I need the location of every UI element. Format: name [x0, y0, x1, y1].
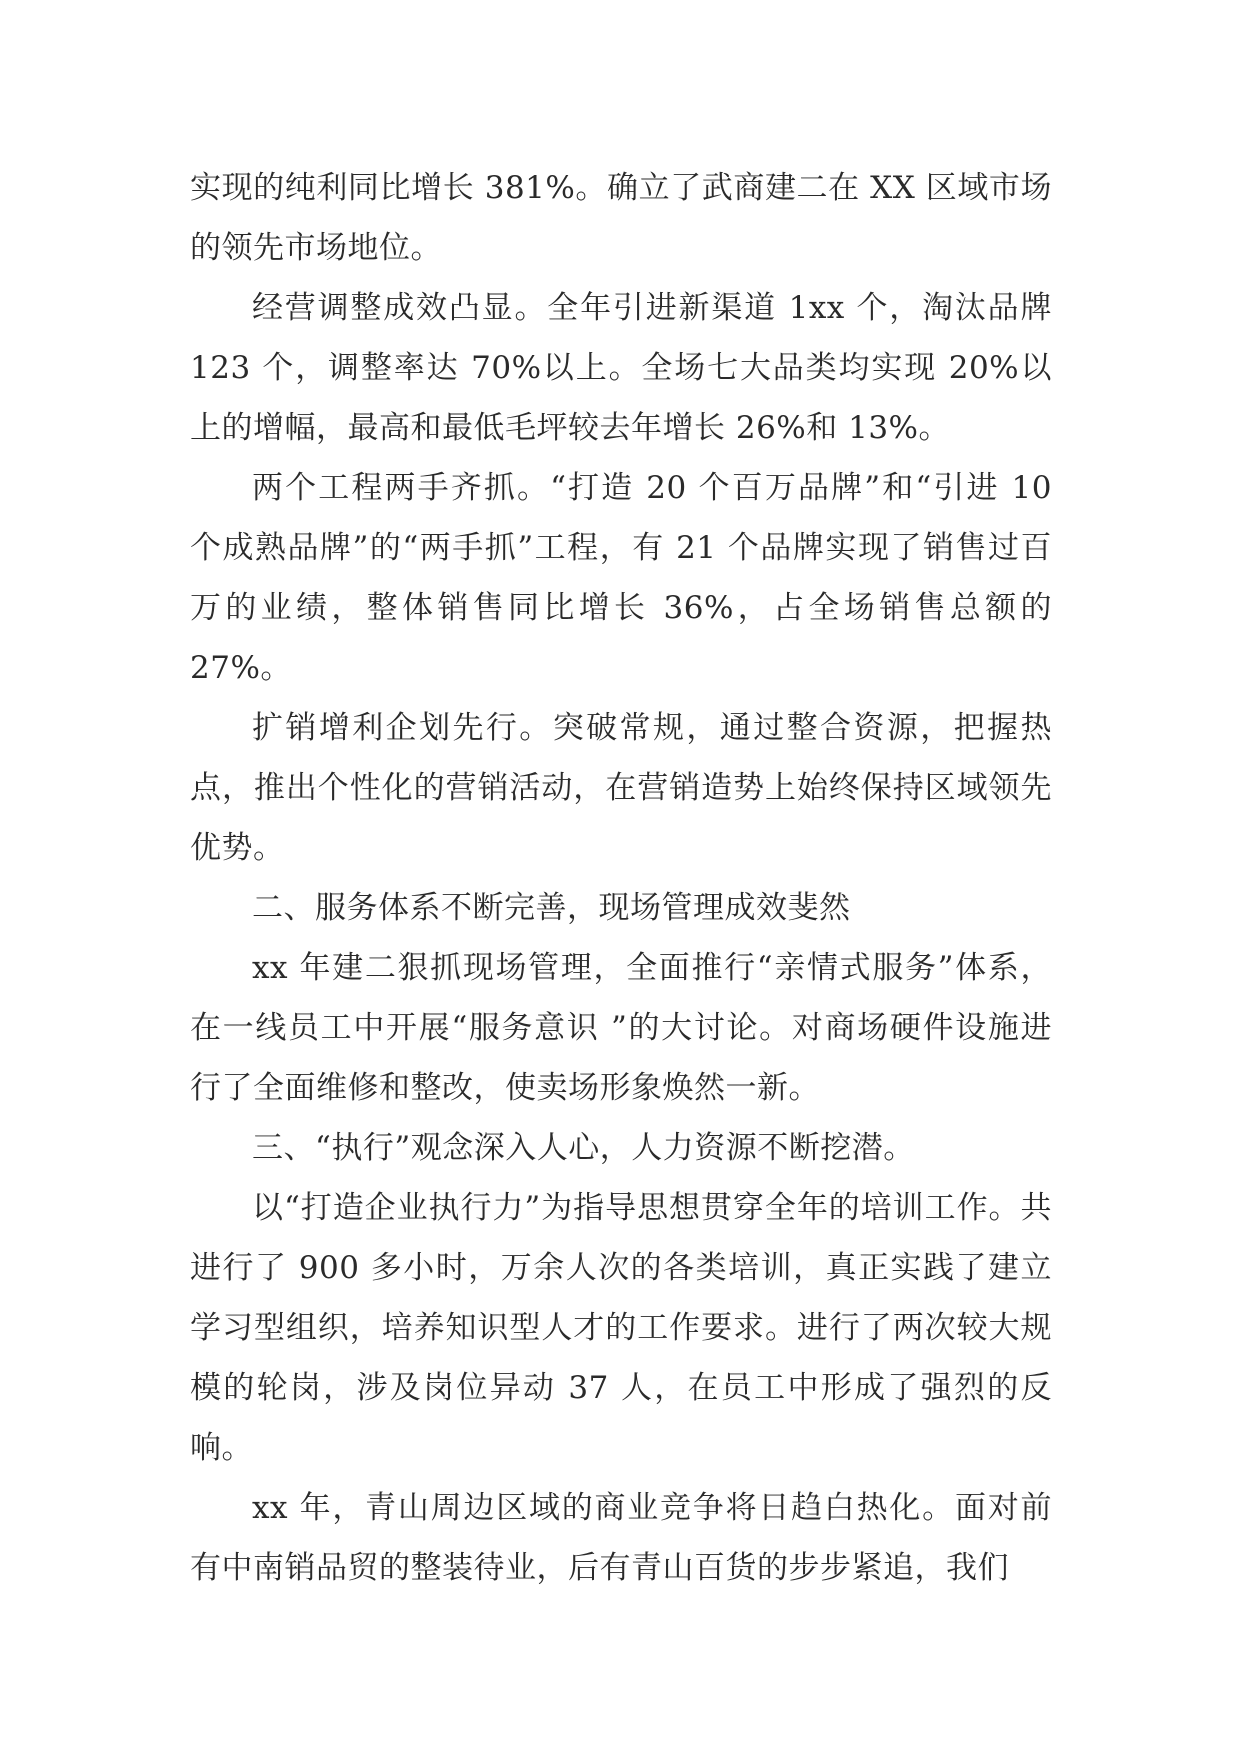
section-heading-service-system: 二、服务体系不断完善，现场管理成效斐然 — [252, 890, 851, 926]
section-heading-execution: 三、“执行”观念深入人心，人力资源不断挖潜。 — [252, 1130, 915, 1166]
paragraph-profit-growth: 实现的纯利同比增长 381%。确立了武商建二在 XX 区域市场的领先市场地位。 — [190, 170, 1052, 266]
paragraph-training: 以“打造企业执行力”为指导思想贯穿全年的培训工作。共进行了 900 多小时，万余人次的各类培训，真正实践了建立学习型组织，培养知识型人才的工作要求。进行了两次较大规模的轮岗，涉及岗位异动 37 人，在员工中形成了强烈的反响。 — [190, 1190, 1052, 1466]
paragraph-operation-adjustment: 经营调整成效凸显。全年引进新渠道 1xx 个，淘汰品牌 123 个，调整率达 70%以上。全场七大品类均实现 20%以上的增幅，最高和最低毛坪较去年增长 26%和 13%。 — [190, 290, 1052, 446]
paragraph-marketing-planning: 扩销增利企划先行。突破常规，通过整合资源，把握热点，推出个性化的营销活动，在营销造势上始终保持区域领先优势。 — [190, 710, 1052, 866]
paragraph-competition: xx 年，青山周边区域的商业竞争将日趋白热化。面对前有中南销品贸的整装待业，后有青山百货的步步紧追，我们 — [190, 1490, 1052, 1586]
paragraph-two-projects: 两个工程两手齐抓。“打造 20 个百万品牌”和“引进 10 个成熟品牌”的“两手抓”工程，有 21 个品牌实现了销售过百万的业绩，整体销售同比增长 36%，占全场销售总额的 27%。 — [190, 470, 1052, 686]
paragraph-site-management: xx 年建二狠抓现场管理，全面推行“亲情式服务”体系，在一线员工中开展“服务意识 ”的大讨论。对商场硬件设施进行了全面维修和整改，使卖场形象焕然一新。 — [190, 950, 1052, 1106]
document-body — [190, 158, 1052, 1598]
